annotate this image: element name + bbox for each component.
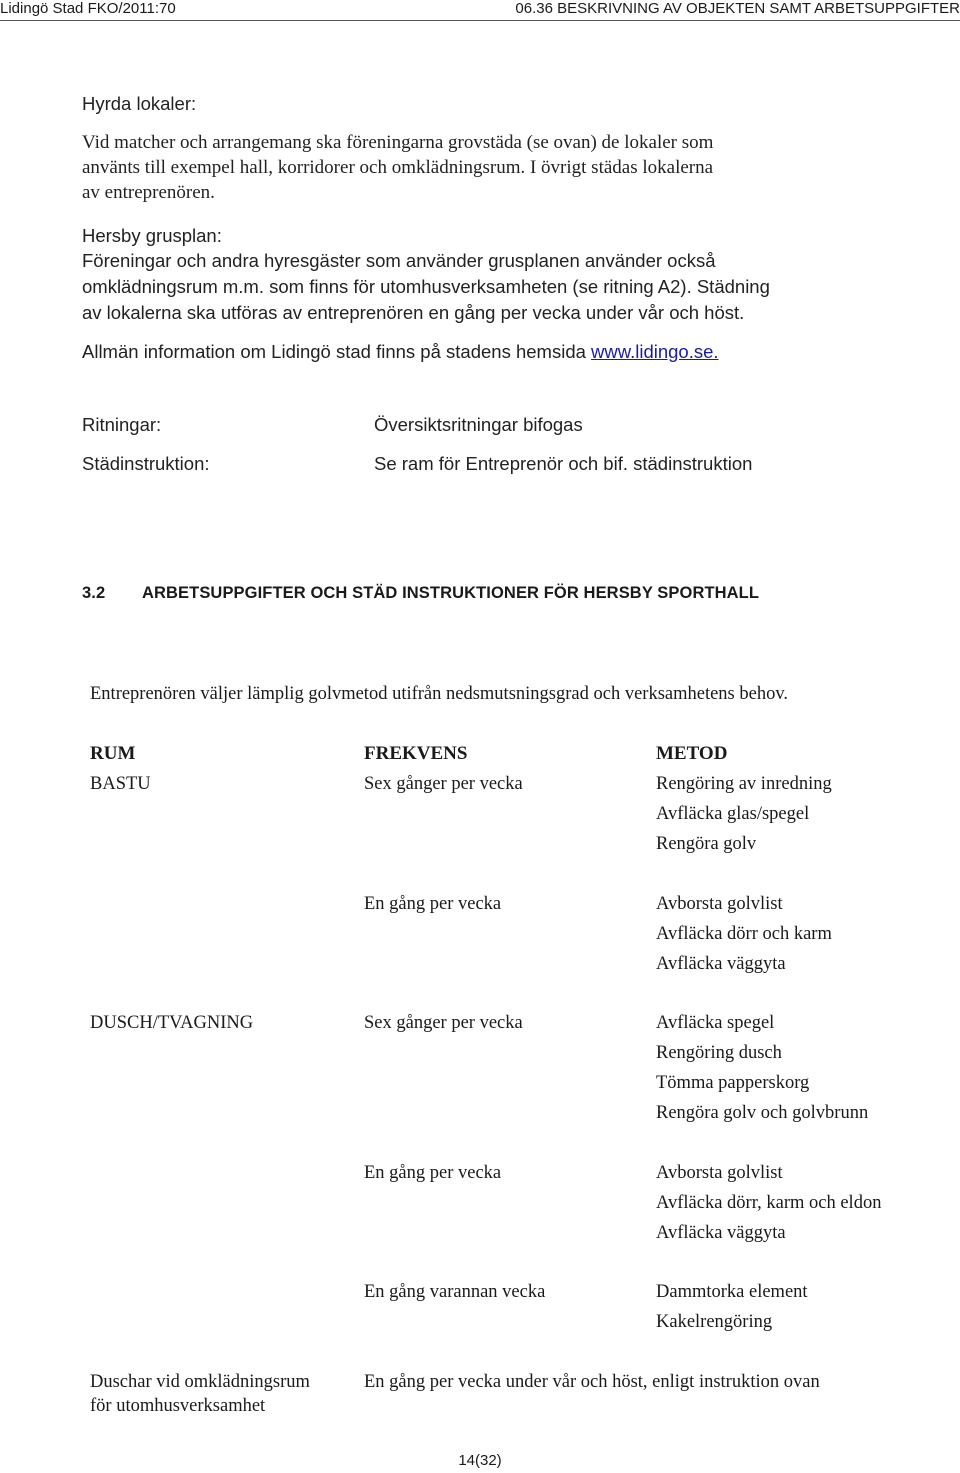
table-cell-rum: DUSCH/TVAGNING <box>90 1013 254 1033</box>
table-cell-metod: Avfläcka dörr, karm och eldon <box>656 1193 882 1213</box>
header-left-text: Lidingö Stad FKO/2011:70 <box>0 0 176 17</box>
attachment-label: Ritningar: <box>82 414 162 435</box>
hersby-line: Föreningar och andra hyresgäster som använder grusplanen använder också <box>82 250 716 271</box>
table-cell-metod: Dammtorka element <box>656 1282 808 1302</box>
table-cell-frekvens: En gång per vecka under vår och höst, enligt instruktion ovan <box>364 1372 820 1392</box>
info-text: Allmän information om Lidingö stad finns på stadens hemsida <box>82 341 592 362</box>
attachment-label: Städinstruktion: <box>82 453 210 474</box>
page-number: 14(32) <box>458 1452 502 1469</box>
intro-text: Entreprenören väljer lämplig golvmetod utifrån nedsmutsningsgrad och verksamhetens behov. <box>90 684 789 704</box>
table-cell-frekvens: Sex gånger per vecka <box>364 1013 523 1033</box>
table-cell-metod: Kakelrengöring <box>656 1312 773 1332</box>
hyrda-line: av entreprenören. <box>82 182 215 203</box>
table-header-frekvens: FREKVENS <box>364 743 468 764</box>
table-cell-metod: Tömma papperskorg <box>656 1073 810 1093</box>
hyrda-line: använts till exempel hall, korridorer och omklädningsrum. I övrigt städas lokalerna <box>82 157 714 178</box>
table-cell-metod: Rengöring av inredning <box>656 774 832 794</box>
table-header-metod: METOD <box>656 743 728 764</box>
table-cell-metod: Rengöra golv <box>656 834 757 854</box>
website-link[interactable]: www.lidingo.se. <box>591 341 719 362</box>
table-cell-metod: Avfläcka spegel <box>656 1013 775 1033</box>
hyrda-title: Hyrda lokaler: <box>82 93 197 114</box>
table-cell-metod: Avfläcka väggyta <box>656 1223 786 1243</box>
table-cell-frekvens: En gång varannan vecka <box>364 1282 546 1302</box>
table-cell-metod: Avfläcka glas/spegel <box>656 804 810 824</box>
section-number: 3.2 <box>82 584 106 602</box>
table-cell-metod: Avfläcka väggyta <box>656 954 786 974</box>
hyrda-line: Vid matcher och arrangemang ska föreningarna grovstäda (se ovan) de lokaler som <box>82 132 714 153</box>
table-cell-frekvens: Sex gånger per vecka <box>364 774 523 794</box>
table-cell-rum: Duschar vid omklädningsrum <box>90 1372 310 1392</box>
table-cell-rum: BASTU <box>90 774 151 794</box>
table-cell-frekvens: En gång per vecka <box>364 894 502 914</box>
table-cell-metod: Avborsta golvlist <box>656 894 783 914</box>
section-title: ARBETSUPPGIFTER OCH STÄD INSTRUKTIONER FÖR HERSBY SPORTHALL <box>142 584 760 602</box>
hersby-line: av lokalerna ska utföras av entreprenören en gång per vecka under vår och höst. <box>82 302 745 323</box>
table-cell-metod: Avborsta golvlist <box>656 1163 783 1183</box>
table-cell-metod: Avfläcka dörr och karm <box>656 924 832 944</box>
header-divider <box>0 20 960 21</box>
info-paragraph <box>82 341 719 363</box>
table-cell-metod: Rengöring dusch <box>656 1043 782 1063</box>
hersby-title: Hersby grusplan: <box>82 225 222 246</box>
table-cell-rum: för utomhusverksamhet <box>90 1396 266 1416</box>
attachment-value: Se ram för Entreprenör och bif. städinstruktion <box>374 453 753 474</box>
table-cell-metod: Rengöra golv och golvbrunn <box>656 1103 869 1123</box>
hersby-line: omklädningsrum m.m. som finns för utomhusverksamheten (se ritning A2). Städning <box>82 276 770 297</box>
attachment-value: Översiktsritningar bifogas <box>374 414 583 435</box>
table-header-rum: RUM <box>90 743 136 764</box>
header-right-text: 06.36 BESKRIVNING AV OBJEKTEN SAMT ARBETSUPPGIFTER <box>515 0 960 17</box>
table-cell-frekvens: En gång per vecka <box>364 1163 502 1183</box>
